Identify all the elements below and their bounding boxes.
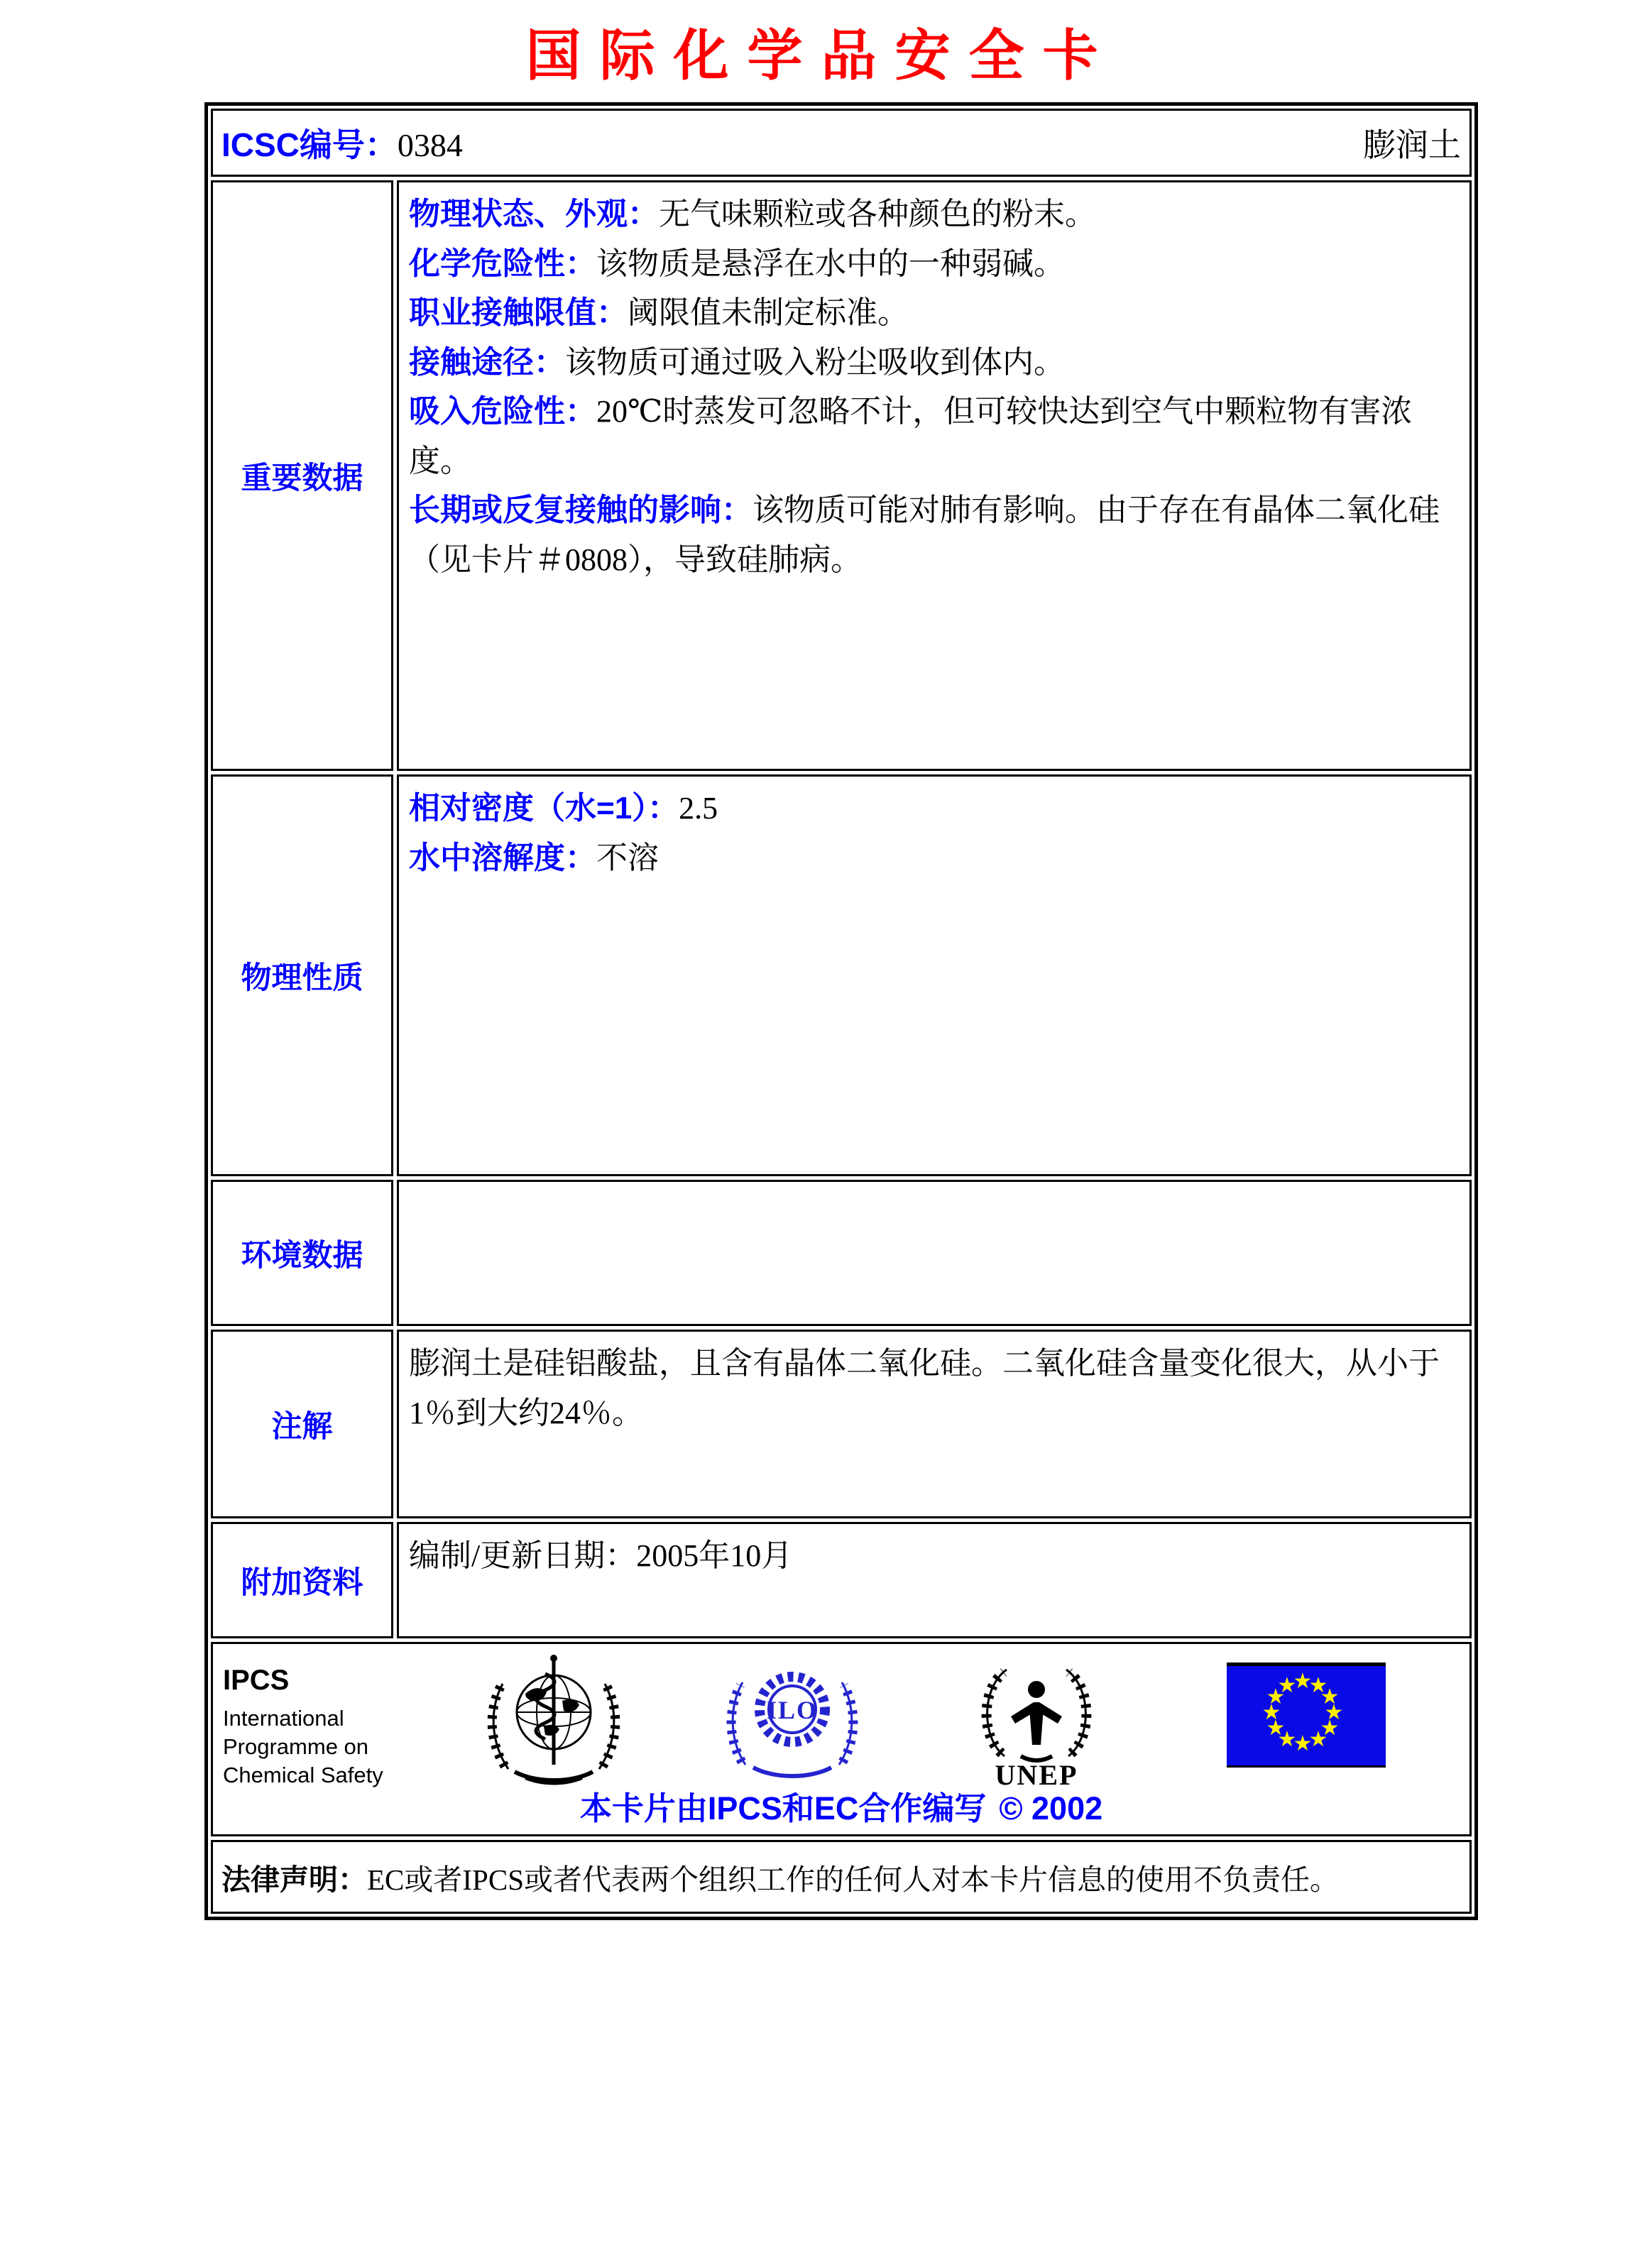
eu-star-icon: ★ bbox=[1320, 1684, 1340, 1709]
page-title: 国际化学品安全卡 bbox=[525, 24, 1117, 87]
physical-item: 相对密度（水=1）：2.5 bbox=[409, 791, 718, 826]
chemical-name: 膨润土 bbox=[1363, 127, 1461, 163]
ipcs-line: Chemical Safety bbox=[223, 1762, 383, 1787]
section-label-notes: 注解 bbox=[211, 1330, 393, 1518]
ipcs-text-block bbox=[223, 1662, 383, 1789]
eu-star-icon: ★ bbox=[1266, 1716, 1286, 1741]
physical-item: 水中溶解度：不溶 bbox=[409, 840, 659, 875]
ipcs-line: Programme on bbox=[223, 1733, 369, 1759]
eu-star-icon: ★ bbox=[1277, 1672, 1297, 1698]
section-label-environmental-data: 环境数据 bbox=[211, 1180, 393, 1326]
section-content-important-data bbox=[397, 180, 1472, 771]
important-item: 化学危险性：该物质是悬浮在水中的一种弱碱。 bbox=[409, 246, 1065, 281]
important-item: 物理状态、外观：无气味颗粒或各种颜色的粉末。 bbox=[409, 197, 1096, 231]
who-logo-icon bbox=[483, 1650, 625, 1788]
eu-star-icon: ★ bbox=[1308, 1727, 1328, 1753]
eu-star-icon: ★ bbox=[1308, 1672, 1328, 1698]
ilo-logo-icon bbox=[721, 1651, 863, 1782]
unep-logo-label: UNEP bbox=[995, 1759, 1078, 1791]
section-content-environmental-data bbox=[397, 1180, 1472, 1326]
eu-star-icon: ★ bbox=[1261, 1700, 1281, 1725]
legal-notice-label: 法律声明： bbox=[221, 1863, 367, 1896]
section-label-important-data: 重要数据 bbox=[211, 180, 393, 771]
section-label-physical-properties: 物理性质 bbox=[211, 774, 393, 1176]
eu-star-icon: ★ bbox=[1277, 1727, 1297, 1753]
section-label-additional-information: 附加资料 bbox=[211, 1522, 393, 1638]
legal-notice-row bbox=[211, 1840, 1472, 1914]
header-row bbox=[211, 109, 1472, 177]
important-item: 接触途径：该物质可通过吸入粉尘吸收到体内。 bbox=[409, 344, 1065, 380]
eu-flag-icon bbox=[1227, 1662, 1386, 1768]
eu-star-icon: ★ bbox=[1324, 1700, 1344, 1725]
copyright-text: © 2002 bbox=[999, 1790, 1103, 1826]
section-content-additional-information: 编制/更新日期：2005年10月 bbox=[397, 1522, 1472, 1638]
organizations-footer bbox=[211, 1642, 1472, 1836]
icsc-number-label: ICSC编号： bbox=[221, 126, 398, 163]
important-item: 职业接触限值：阈限值未制定标准。 bbox=[409, 295, 909, 331]
section-content-notes: 膨润土是硅铝酸盐，且含有晶体二氧化硅。二氧化硅含量变化很大，从小于1％到大约24％。 bbox=[397, 1330, 1472, 1518]
section-content-physical-properties bbox=[397, 774, 1472, 1176]
ipcs-line: International bbox=[223, 1706, 344, 1731]
footer-caption bbox=[213, 1782, 1469, 1829]
icsc-card-page bbox=[0, 11, 1642, 2268]
ipcs-title: IPCS bbox=[223, 1665, 290, 1696]
unep-logo-icon bbox=[965, 1648, 1107, 1794]
eu-star-icon: ★ bbox=[1266, 1684, 1286, 1709]
eu-star-icon: ★ bbox=[1320, 1716, 1340, 1741]
icsc-number-value: 0384 bbox=[397, 127, 463, 163]
icsc-card-table bbox=[204, 102, 1478, 1920]
legal-notice-text: 法律声明：EC或者IPCS或者代表两个组织工作的任何人对本卡片信息的使用不负责任。 bbox=[221, 1863, 1339, 1896]
eu-star-icon: ★ bbox=[1293, 1731, 1313, 1756]
ilo-logo-label: ILO bbox=[766, 1696, 819, 1724]
important-item: 吸入危险性：20℃时蒸发可忽略不计，但可较快达到空气中颗粒物有害浓度。 bbox=[409, 394, 1413, 478]
eu-star-icon: ★ bbox=[1293, 1669, 1313, 1694]
icsc-number-group bbox=[221, 119, 463, 166]
cooperation-text: 本卡片由IPCS和EC合作编写 bbox=[579, 1790, 987, 1826]
important-item: 长期或反复接触的影响：该物质可能对肺有影响。由于存在有晶体二氧化硅（见卡片＃0808），导致硅肺病。 bbox=[409, 493, 1440, 577]
